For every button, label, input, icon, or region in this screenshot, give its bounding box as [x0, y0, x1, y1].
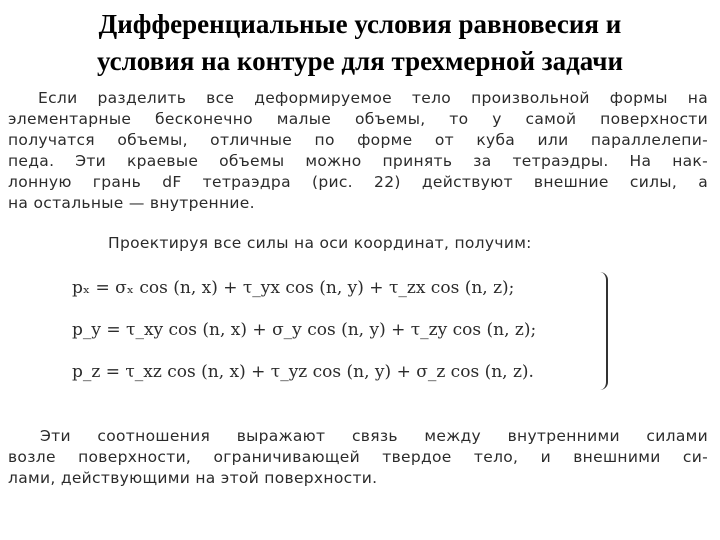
- projection-sentence: Проектируя все силы на оси координат, получим:: [108, 234, 532, 252]
- intro-line: получатся объемы, отличные по форме от куба или параллелепи-: [8, 131, 708, 149]
- conclusion-line: возле поверхности, ограничивающей твердое тело, и внешними си-: [8, 448, 708, 466]
- intro-paragraph: [8, 88, 708, 214]
- slide-title: [0, 6, 720, 80]
- conclusion-line: лами, действующими на этой поверхности.: [8, 469, 378, 487]
- equation-px: pₓ = σₓ cos (n, x) + τ_yx cos (n, y) + τ_zx cos (n, z);: [72, 278, 515, 298]
- equation-py: p_y = τ_xy cos (n, x) + σ_y cos (n, y) + τ_zy cos (n, z);: [72, 320, 537, 340]
- intro-line: Если разделить все деформируемое тело произвольной формы на: [38, 89, 708, 107]
- title-line-2: условия на контуре для трехмерной задачи: [96, 46, 624, 76]
- conclusion-line: Эти соотношения выражают связь между внутренними силами: [40, 427, 708, 445]
- title-line-1: Дифференциальные условия равновесия и: [98, 9, 622, 39]
- intro-line: на остальные — внутренние.: [8, 194, 255, 212]
- scanned-text-page: [0, 84, 720, 524]
- intro-line: элементарные бесконечно малые объемы, то у самой поверхности: [8, 110, 708, 128]
- intro-line: лонную грань dF тетраэдра (рис. 22) действуют внешние силы, а: [8, 173, 708, 191]
- equation-pz: p_z = τ_xz cos (n, x) + τ_yz cos (n, y) + σ_z cos (n, z).: [72, 362, 534, 382]
- equation-system: [72, 272, 612, 402]
- conclusion-paragraph: [8, 426, 708, 489]
- system-brace: [598, 272, 608, 390]
- intro-line: педа. Эти краевые объемы можно принять за тетраэдры. На нак-: [8, 152, 708, 170]
